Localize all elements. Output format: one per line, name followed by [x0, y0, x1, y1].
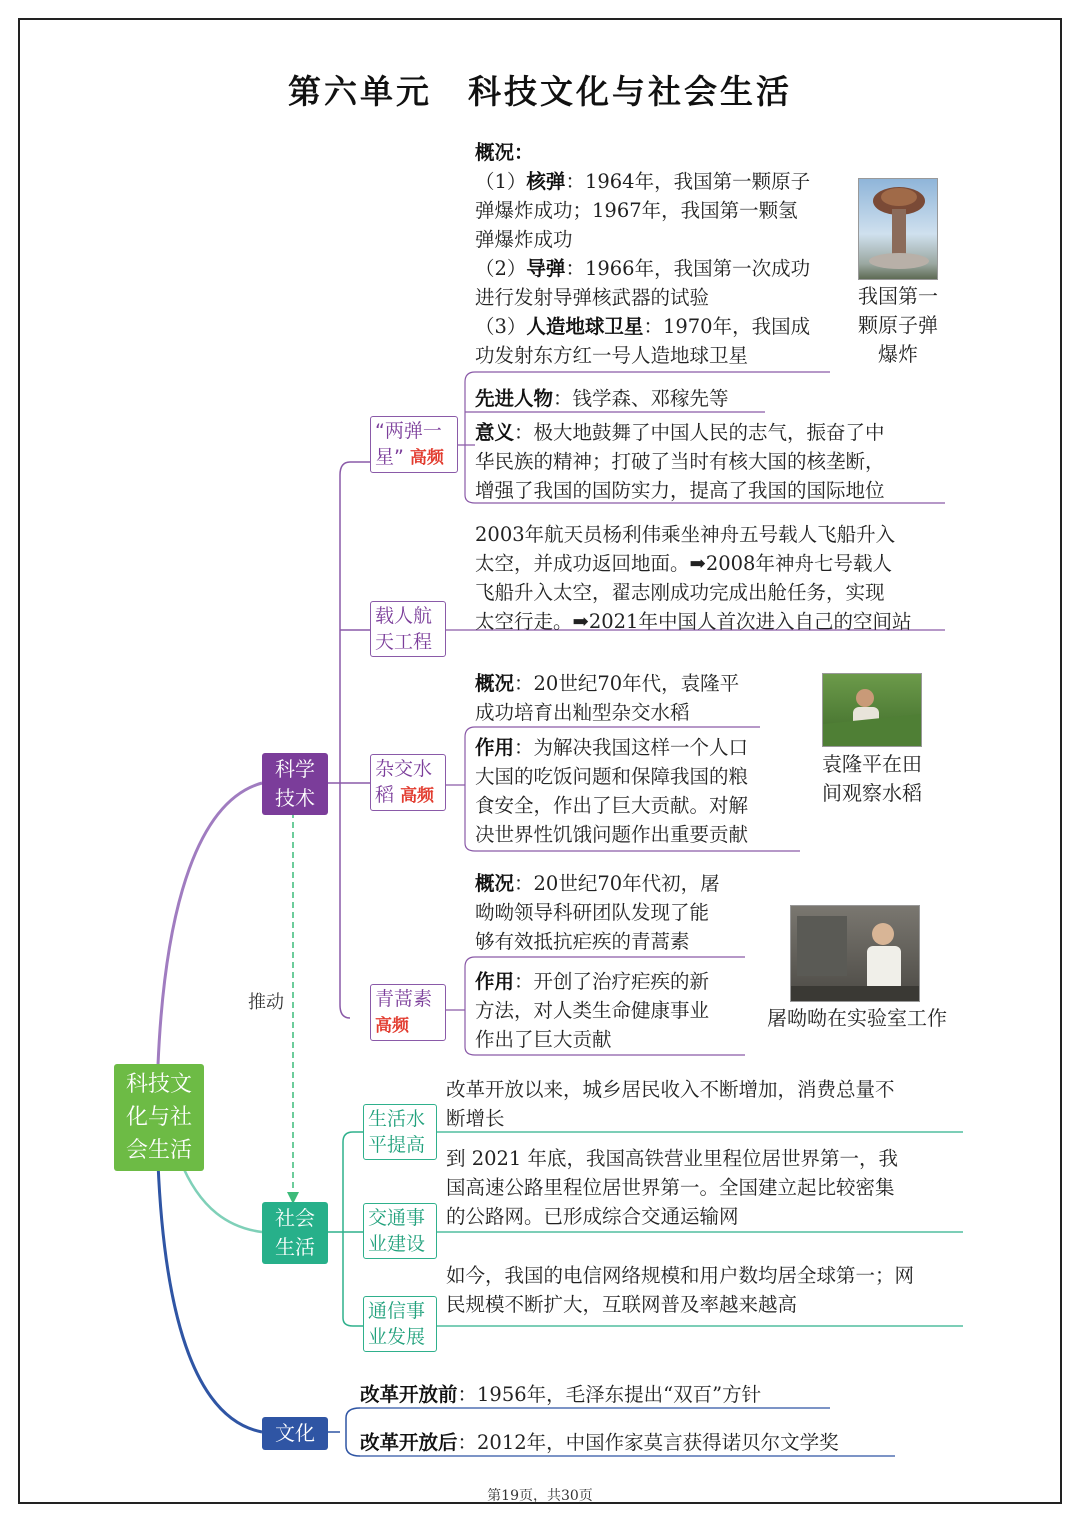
living-line2: 平提高 [368, 1134, 426, 1156]
rice-effect-c: 食安全，作出了巨大贡献。对解 [475, 794, 749, 817]
art-effect [475, 967, 765, 1054]
two-bombs-meaning [475, 418, 955, 505]
item3-prefix: （3） [475, 315, 527, 338]
rice-cap-2: 间观察水稻 [822, 781, 922, 805]
rice-effect [475, 733, 805, 849]
people-label: 先进人物 [475, 387, 554, 410]
title-topic: 科技文化与社会生活 [468, 72, 792, 111]
rice-overview [475, 669, 805, 727]
transport-line1: 交通事 [368, 1207, 426, 1229]
telecom-line1: 通信事 [368, 1300, 426, 1322]
rice-caption [812, 750, 932, 808]
after-text: ：2012年，中国作家莫言获得诺贝尔文学奖 [457, 1431, 839, 1454]
art-line1: 青蒿素 [375, 988, 433, 1010]
branch-society [262, 1202, 328, 1264]
item1-text-b: 弹爆炸成功；1967年，我国第一颗氢 [475, 199, 798, 222]
rice-cap-1: 袁隆平在田 [822, 752, 922, 776]
bracket-culture [328, 1408, 360, 1456]
spaceflight-line1: 载人航 [375, 605, 433, 627]
hot-badge-artemisinin: 高频 [375, 1016, 409, 1036]
item1-label: 核弹 [526, 170, 566, 193]
item3-text-a: ：1970年，我国成 [643, 315, 811, 338]
item2-label: 导弹 [526, 257, 566, 280]
bracket-science [328, 462, 370, 1018]
after-label: 改革开放后 [360, 1431, 458, 1454]
living-text [446, 1075, 966, 1133]
node-two-bombs [370, 416, 458, 473]
art-overview-c: 够有效抵抗疟疾的青蒿素 [475, 930, 690, 953]
node-telecom [363, 1296, 437, 1352]
transport-text [446, 1144, 966, 1231]
hot-badge-rice: 高频 [400, 786, 435, 806]
root-line1: 科技文 [125, 1072, 192, 1097]
rice-overview-label: 概况 [475, 672, 515, 695]
rice-effect-a: ：为解决我国这样一个人口 [514, 736, 749, 759]
link-root-culture [158, 1163, 262, 1432]
atomic-bomb-photo [858, 178, 938, 280]
lab-caption: 屠呦呦在实验室工作 [767, 1006, 947, 1030]
telecom-l2: 民规模不断扩大，互联网普及率越来越高 [446, 1293, 798, 1316]
rice-effect-d: 决世界性饥饿问题作出重要贡献 [475, 823, 749, 846]
bracket-artemisinin [446, 957, 475, 1055]
caption-bomb-3: 爆炸 [878, 342, 918, 366]
before-text: ：1956年，毛泽东提出“双百”方针 [457, 1383, 762, 1406]
node-hybrid-rice [370, 754, 446, 811]
transport-l3: 的公路网。已形成综合交通运输网 [446, 1205, 739, 1228]
item2-prefix: （2） [475, 257, 527, 280]
culture-line1: 文化 [275, 1421, 315, 1445]
overview-label: 概况： [475, 141, 534, 164]
society-line1: 社会 [275, 1206, 315, 1230]
art-overview-a: ：20世纪70年代初，屠 [514, 872, 720, 895]
rice-field-photo [822, 673, 922, 747]
two-bombs-people [475, 384, 729, 413]
spaceflight-text [475, 520, 955, 636]
art-effect-b: 方法，对人类生命健康事业 [475, 999, 710, 1022]
node-artemisinin [370, 984, 446, 1041]
root-line2: 化与社 [125, 1105, 192, 1130]
living-line1: 生活水 [368, 1108, 426, 1130]
rice-effect-label: 作用 [475, 736, 515, 759]
lab-photo [790, 905, 920, 1002]
rice-effect-b: 大国的吃饭问题和保障我国的粮 [475, 765, 749, 788]
meaning-a: ：极大地鼓舞了中国人民的志气，振奋了中 [514, 421, 885, 444]
spaceflight-l4: 太空行走。➡2021年中国人首次进入自己的空间站 [475, 610, 912, 633]
art-effect-label: 作用 [475, 970, 515, 993]
item2-text-a: ：1966年，我国第一次成功 [565, 257, 811, 280]
people-text: ：钱学森、邓稼先等 [553, 387, 729, 410]
item3-label: 人造地球卫星 [526, 315, 644, 338]
push-label: 推动 [248, 992, 284, 1013]
transport-l2: 国高速公路里程位居世界第一。全国建立起比较密集 [446, 1176, 895, 1199]
hot-badge-two-bombs: 高频 [409, 448, 444, 468]
node-living [363, 1104, 437, 1160]
science-line2: 技术 [275, 786, 315, 810]
telecom-l1: 如今，我国的电信网络规模和用户数均居全球第一；网 [446, 1264, 915, 1287]
link-root-science [158, 783, 262, 1065]
root-line3: 会生活 [125, 1138, 192, 1163]
rice-line2: 稻 [375, 784, 395, 806]
item1-prefix: （1） [475, 170, 527, 193]
page-footer: 第19页，共30页 [487, 1488, 593, 1504]
rice-overview-a: ：20世纪70年代，袁隆平 [514, 672, 740, 695]
society-line2: 生活 [275, 1235, 315, 1259]
two-bombs-line1: “两弹一 [375, 420, 442, 442]
transport-line2: 业建设 [368, 1233, 426, 1255]
culture-after [360, 1428, 839, 1457]
farmer-icon [823, 674, 921, 746]
science-line1: 科学 [275, 757, 315, 781]
telecom-text [446, 1261, 966, 1319]
bracket-rice [446, 727, 475, 851]
rice-overview-b: 成功培育出籼型杂交水稻 [475, 701, 690, 724]
two-bombs-line2: 星” [375, 446, 404, 468]
item1-text-a: ：1964年，我国第一颗原子 [565, 170, 811, 193]
item1-text-c: 弹爆炸成功 [475, 228, 573, 251]
art-overview [475, 869, 765, 956]
item3-text-b: 功发射东方红一号人造地球卫星 [475, 344, 749, 367]
living-l1: 改革开放以来，城乡居民收入不断增加，消费总量不 [446, 1078, 895, 1101]
rice-line1: 杂交水 [375, 758, 433, 780]
art-overview-b: 呦呦领导科研团队发现了能 [475, 901, 710, 924]
caption-bomb-2: 颗原子弹 [858, 313, 938, 337]
caption-bomb-1: 我国第一 [858, 284, 938, 308]
transport-l1: 到 2021 年底，我国高铁营业里程位居世界第一，我 [446, 1147, 899, 1170]
art-effect-c: 作出了巨大贡献 [475, 1028, 612, 1051]
spaceflight-l2: 太空，并成功返回地面。➡2008年神舟七号载人 [475, 552, 892, 575]
spaceflight-l3: 飞船升入太空，翟志刚成功完成出舱任务，实现 [475, 581, 885, 604]
meaning-c: 增强了我国的国防实力，提高了我国的国际地位 [475, 479, 885, 502]
root-node [114, 1064, 204, 1171]
meaning-label: 意义 [475, 421, 515, 444]
spaceflight-line2: 天工程 [375, 631, 433, 653]
spaceflight-l1: 2003年航天员杨利伟乘坐神舟五号载人飞船升入 [475, 523, 896, 546]
meaning-b: 华民族的精神；打破了当时有核大国的核垄断， [475, 450, 885, 473]
bracket-two-bombs [458, 372, 475, 503]
node-spaceflight [370, 601, 446, 657]
title-unit: 第六单元 [288, 72, 432, 111]
before-label: 改革开放前 [360, 1383, 458, 1406]
branch-culture [262, 1417, 328, 1450]
item2-text-b: 进行发射导弹核武器的试验 [475, 286, 710, 309]
culture-before [360, 1380, 761, 1409]
living-l2: 断增长 [446, 1107, 505, 1130]
mushroom-cloud-icon [859, 179, 937, 279]
two-bombs-overview [475, 138, 845, 370]
branch-science [262, 753, 328, 815]
node-transport [363, 1203, 437, 1259]
bracket-society [328, 1132, 363, 1326]
art-overview-label: 概况 [475, 872, 515, 895]
scientist-icon [791, 906, 919, 1001]
atomic-bomb-caption [848, 282, 948, 369]
telecom-line2: 业发展 [368, 1326, 426, 1348]
art-effect-a: ：开创了治疗疟疾的新 [514, 970, 710, 993]
